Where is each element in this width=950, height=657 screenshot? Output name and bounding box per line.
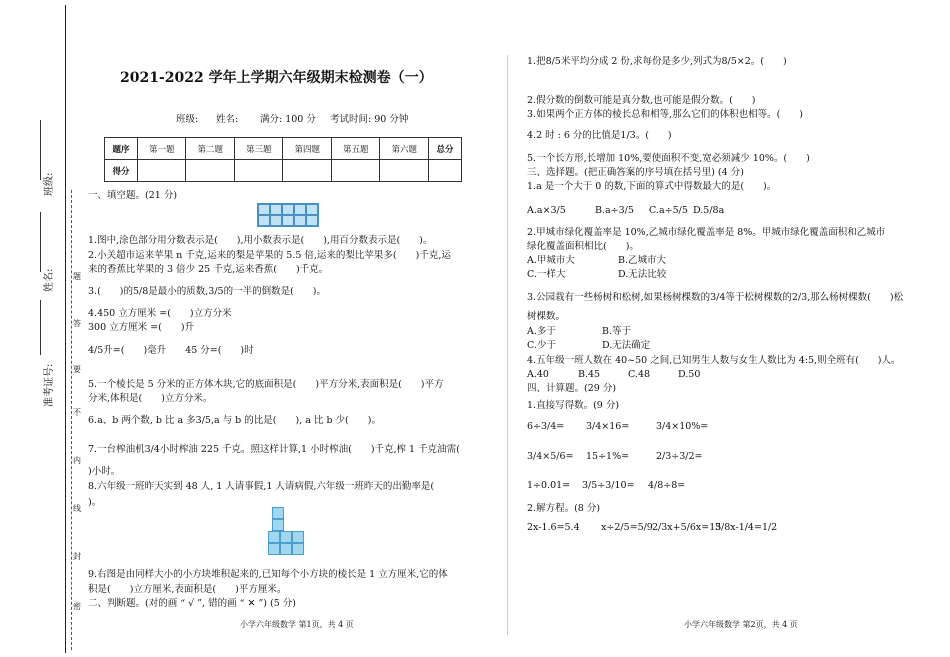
calc-item: 1÷0.01= xyxy=(527,480,571,491)
q2-line1: 2.小关超市运来苹果 n 千克,运来的梨是苹果的 5.5 倍,运来的梨比苹果多( )千克,运 xyxy=(88,250,451,261)
equation: 2x-1.6=5.4 xyxy=(527,522,580,533)
judge-q2: 2.假分数的倒数可能是真分数,也可能是假分数。( ) xyxy=(527,95,756,106)
class-label: 班级: xyxy=(44,172,55,196)
score-cell[interactable] xyxy=(283,160,332,182)
choice-q3-option-b: B.等于 xyxy=(602,326,632,337)
calc-item: 3/5÷3/10= xyxy=(582,480,635,491)
choice-q3-line1: 3.公园栽有一些杨树和松树,如果杨树棵数的3/4等于松树棵数的2/3,那么杨树棵数( )松 xyxy=(527,292,904,303)
choice-q3-option-a: A.多于 xyxy=(527,326,556,337)
info-name: 姓名: xyxy=(216,114,239,125)
score-cell[interactable] xyxy=(186,160,235,182)
q2-line2: 来的香蕉比苹果的 3 倍少 25 千克,运来香蕉( )千克。 xyxy=(88,264,329,275)
cube xyxy=(292,543,304,555)
binding-solid-line xyxy=(65,5,66,653)
seal-char: 答 xyxy=(73,319,81,328)
cube xyxy=(280,543,292,555)
cube-stack-figure xyxy=(266,505,316,565)
q4-line2: 300 立方厘米 =( )升 xyxy=(88,322,195,333)
section1-heading: 一、填空题。(21 分) xyxy=(88,190,178,201)
section2-heading: 二、判断题。(对的画 “ √ ”, 错的画 “ ✕ ”) (5 分) xyxy=(88,598,297,609)
exam-id-label: 准考证号: xyxy=(44,363,55,407)
info-class: 班级: xyxy=(176,114,199,125)
calc1-heading: 1.直接写得数。(9 分) xyxy=(527,400,620,411)
calc-item: 3/4×10%= xyxy=(656,421,709,432)
score-header-cell: 题序 xyxy=(105,138,138,160)
page1-footer: 小学六年级数学 第1页，共 4 页 xyxy=(240,620,354,629)
calc-item: 2/3÷3/2= xyxy=(656,451,703,462)
section3-heading: 三、选择题。(把正确答案的序号填在括号里) (4 分) xyxy=(527,167,744,178)
score-header-cell: 第六题 xyxy=(380,138,429,160)
choice-q1-option-c: C.a÷5/5 xyxy=(649,205,688,216)
score-header-cell: 第三题 xyxy=(234,138,283,160)
choice-q2-option-d: D.无法比较 xyxy=(618,269,667,280)
score-header-cell: 第二题 xyxy=(186,138,235,160)
cube xyxy=(280,531,292,543)
cube xyxy=(268,543,280,555)
section4-heading: 四、计算题。(29 分) xyxy=(527,383,617,394)
choice-q2-option-a: A.甲城市大 xyxy=(527,255,575,266)
score-cell[interactable] xyxy=(331,160,380,182)
cube xyxy=(272,507,284,519)
q1: 1.图中,涂色部分用分数表示是( ),用小数表示是( ),用百分数表示是( )。 xyxy=(88,235,433,246)
score-header-cell: 总分 xyxy=(428,138,461,160)
score-table xyxy=(104,137,462,182)
calc-item: 6÷3/4= xyxy=(527,421,565,432)
judge-q5: 5.一个长方形,长增加 10%,要使面积不变,宽必须减少 10%。( ) xyxy=(527,153,810,164)
seal-char: 线 xyxy=(73,504,81,513)
cube xyxy=(268,531,280,543)
q7-line2: )小时。 xyxy=(88,466,121,477)
cube xyxy=(272,519,284,531)
class-blank xyxy=(40,120,41,180)
score-cell[interactable] xyxy=(380,160,429,182)
choice-q4-option-a: A.40 xyxy=(527,369,549,380)
choice-q2-line1: 2.甲城市绿化覆盖率是 10%,乙城市绿化覆盖率是 8%。甲城市绿化覆盖面积和乙城市 xyxy=(527,227,886,238)
seal-char: 密 xyxy=(73,602,81,611)
score-cell[interactable] xyxy=(137,160,186,182)
equation: x÷2/5=5/9 xyxy=(601,522,653,533)
seal-char: 内 xyxy=(73,456,81,465)
choice-q2-line2: 绿化覆盖面积相比( )。 xyxy=(527,241,639,252)
q8-line1: 8.六年级一班昨天实到 48 人, 1 人请事假,1 人请病假,六年级一班昨天的出勤率是( xyxy=(88,481,435,492)
choice-q2-option-c: C.一样大 xyxy=(527,269,566,280)
info-time: 考试时间: 90 分钟 xyxy=(330,114,409,125)
seal-char: 封 xyxy=(73,552,81,561)
score-row-label: 得分 xyxy=(105,160,138,182)
calc-item: 3/4×16= xyxy=(586,421,630,432)
page-title: 2021-2022 学年上学期六年级期末检测卷（一） xyxy=(120,70,433,86)
score-header-cell: 第一题 xyxy=(137,138,186,160)
choice-q4-option-c: C.48 xyxy=(628,369,651,380)
choice-q4: 4.五年级一班人数在 40~50 之间,已知男生人数与女生人数比为 4:5,则全班有( )人。 xyxy=(527,355,901,366)
q9-line2: 积是( )立方厘米,表面积是( )平方厘米。 xyxy=(88,584,287,595)
choice-q2-option-b: B.乙城市大 xyxy=(618,255,667,266)
score-header-cell: 第四题 xyxy=(283,138,332,160)
q5-line1: 5.一个棱长是 5 分米的正方体木块,它的底面积是( )平方分米,表面积是( )平方 xyxy=(88,379,444,390)
calc-item: 4/8÷8= xyxy=(648,480,686,491)
score-cell[interactable] xyxy=(234,160,283,182)
choice-q3-option-c: C.少于 xyxy=(527,340,556,351)
choice-q1-option-b: B.a÷3/5 xyxy=(595,205,634,216)
calc2-heading: 2.解方程。(8 分) xyxy=(527,503,601,514)
exam-id-blank xyxy=(40,300,41,355)
score-header-cell: 第五题 xyxy=(331,138,380,160)
seal-char: 要 xyxy=(73,365,81,374)
choice-q3-option-d: D.无法确定 xyxy=(602,340,651,351)
score-row xyxy=(105,160,462,182)
q3: 3.( )的5/8是最小的质数,3/5的一半的倒数是( )。 xyxy=(88,286,326,297)
q8-line2: )。 xyxy=(88,497,102,508)
info-score: 满分: 100 分 xyxy=(260,114,316,125)
page-divider xyxy=(507,55,508,635)
judge-q1: 1.把8/5米平均分成 2 份,求每份是多少,列式为8/5×2。( ) xyxy=(527,56,787,67)
equation: 3/8x-1/4=1/2 xyxy=(715,522,778,533)
score-header-row xyxy=(105,138,462,160)
name-blank xyxy=(40,212,41,272)
score-cell[interactable] xyxy=(428,160,461,182)
q9-line1: 9.右图是由同样大小的小方块堆积起来的,已知每个小方块的棱长是 1 立方厘米,它的体 xyxy=(88,569,448,580)
choice-q1-option-d: D.5/8a xyxy=(693,205,725,216)
shaded-grid-figure xyxy=(257,203,319,227)
q7-line1: 7.一台榨油机3/4小时榨油 225 千克。照这样计算,1 小时榨油( )千克,榨 1 千克油需( xyxy=(88,444,460,455)
seal-char: 不 xyxy=(73,408,81,417)
binding-strip xyxy=(0,0,81,657)
choice-q4-option-b: B.45 xyxy=(578,369,601,380)
calc-item: 15÷1%= xyxy=(586,451,630,462)
cube xyxy=(292,531,304,543)
choice-q1-option-a: A.a×3/5 xyxy=(527,205,566,216)
page2-footer: 小学六年级数学 第2页，共 4 页 xyxy=(684,620,798,629)
q5-line2: 分米,体积是( )立方分米。 xyxy=(88,393,213,404)
q6: 6.a、b 两个数, b 比 a 多3/5,a 与 b 的比是( ), a 比 b 少( )。 xyxy=(88,415,381,426)
seal-char: 题 xyxy=(73,272,81,281)
calc-item: 3/4×5/6= xyxy=(527,451,574,462)
choice-q3-line2: 树棵数。 xyxy=(527,311,566,322)
judge-q4: 4.2 时 : 6 分的比值是1/3。( ) xyxy=(527,130,672,141)
name-label: 姓名: xyxy=(44,268,55,292)
q4-line3: 4/5升=( )毫升 45 分=( )时 xyxy=(88,345,254,356)
q4-line1: 4.450 立方厘米 =( )立方分米 xyxy=(88,308,232,319)
judge-q3: 3.如果两个正方体的棱长总和相等,那么它们的体积也相等。( ) xyxy=(527,109,803,120)
choice-q4-option-d: D.50 xyxy=(678,369,701,380)
choice-q1: 1.a 是一个大于 0 的数,下面的算式中得数最大的是( )。 xyxy=(527,181,777,192)
equation: 2/3x+5/6x=15 xyxy=(652,522,722,533)
binding-dashed-line xyxy=(71,190,72,650)
